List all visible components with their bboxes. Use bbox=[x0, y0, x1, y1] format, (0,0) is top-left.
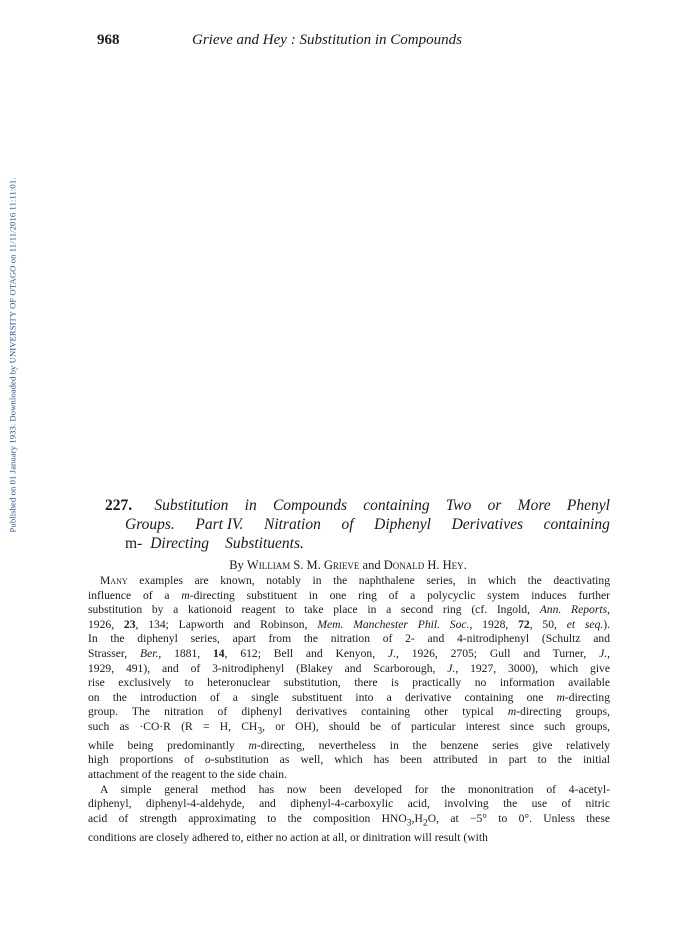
title-word: Compounds bbox=[272, 497, 348, 514]
body-line: 1929, 491), and of 3-nitrodiphenyl (Blakey and Scarborough, J., 1927, 3000), which give bbox=[88, 661, 610, 675]
article-title bbox=[105, 496, 610, 553]
title-word: containing bbox=[363, 497, 430, 514]
title-word: Two bbox=[445, 497, 472, 514]
article-number: 227. bbox=[105, 497, 133, 514]
download-notice: Published on 01 January 1933. Downloaded by UNIVERSITY OF OTAGO on 11/11/2016 11:11:01. bbox=[7, 177, 18, 533]
title-word: Diphenyl bbox=[374, 516, 431, 533]
body-line: substitution by a kationoid reagent to take place in a second ring (cf. Ingold, Ann. Reports, bbox=[88, 603, 610, 617]
body-line: In the diphenyl series, apart from the nitration of 2- and 4-nitrodiphenyl (Schultz and bbox=[88, 632, 610, 646]
title-word: Substituents. bbox=[225, 535, 304, 552]
byline bbox=[0, 558, 696, 573]
title-word: Nitration bbox=[263, 516, 321, 533]
title-word: Phenyl bbox=[566, 497, 610, 514]
body-line: high proportions of o-substitution as well, which has been attributed in part to the initial bbox=[88, 753, 611, 767]
title-word: containing bbox=[543, 516, 610, 533]
title-directing: Directing bbox=[150, 535, 210, 552]
page-number: 968 bbox=[97, 32, 120, 48]
body-line: rise exclusively to heteronuclear substitution, there is practically no information available bbox=[88, 676, 610, 690]
title-line-3 bbox=[105, 534, 610, 553]
title-word: Groups. bbox=[125, 516, 175, 533]
title-word: or bbox=[487, 497, 502, 514]
body-line: diphenyl, diphenyl-4-aldehyde, and diphenyl-4-carboxylic acid, involving the use of nitric bbox=[88, 797, 610, 811]
body-line: while being predominantly m-directing, nevertheless in the benzene series give relatively bbox=[88, 738, 610, 752]
body-line: conditions are closely adhered to, either no action at all, or dinitration will result (with bbox=[88, 830, 488, 844]
title-word: More bbox=[517, 497, 551, 514]
author-1: William S. M. Grieve bbox=[246, 558, 360, 572]
title-word: Part IV. bbox=[195, 516, 244, 533]
author-2: Donald H. Hey bbox=[383, 558, 464, 572]
title-line-1 bbox=[105, 496, 610, 515]
body-line: acid of strength approximating to the composition $HNO_3,H_2O$, at −5° to 0°. Unless these bbox=[88, 811, 610, 829]
title-word: in bbox=[244, 497, 257, 514]
title-line-2 bbox=[105, 515, 610, 534]
body-line: 1926, 23, 134; Lapworth and Robinson, Mem. Manchester Phil. Soc., 1928, 72, 50, et seq.). bbox=[88, 617, 611, 631]
title-word: Derivatives bbox=[451, 516, 524, 533]
byline-and: and bbox=[362, 558, 381, 572]
body-line: on the introduction of a single substituent into a derivative containing one m-directing bbox=[88, 690, 610, 704]
body-line: Strasser, Ber., 1881, 14, 612; Bell and Kenyon, J., 1926, 2705; Gull and Turner, J., bbox=[88, 646, 611, 660]
byline-by: By bbox=[229, 558, 244, 572]
running-title: Grieve and Hey : Substitution in Compounds bbox=[192, 32, 462, 48]
article-body bbox=[88, 574, 610, 845]
title-word: Substitution bbox=[154, 497, 229, 514]
body-line: group. The nitration of diphenyl derivatives containing other typical m-directing groups, bbox=[88, 705, 610, 719]
download-sidebar bbox=[0, 120, 24, 590]
title-word: of bbox=[341, 516, 354, 533]
byline-end: . bbox=[463, 558, 467, 572]
body-line: such as ·CO·R (R = H, $CH_3$, or OH), should be of particular interest since such groups, bbox=[88, 719, 611, 737]
body-line: Many examples are known, notably in the naphthalene series, in which the deactivating bbox=[100, 574, 610, 587]
body-line: attachment of the reagent to the side chain. bbox=[88, 768, 287, 782]
body-line: influence of a m-directing substituent in one ring of a polycyclic system induces further bbox=[88, 588, 610, 602]
title-m-prefix: m- bbox=[125, 535, 143, 552]
body-line: A simple general method has now been developed for the mononitration of 4-acetyl- bbox=[100, 782, 610, 796]
